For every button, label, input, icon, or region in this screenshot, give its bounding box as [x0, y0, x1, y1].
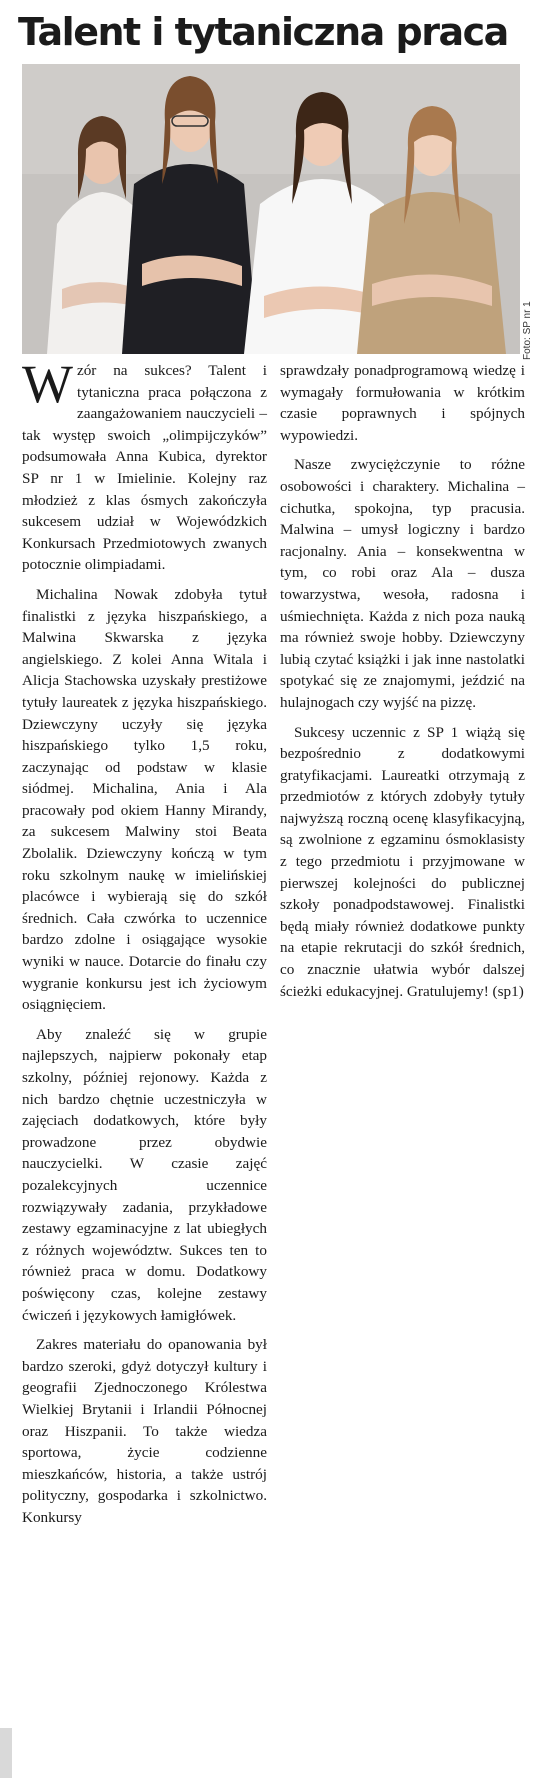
article-paragraph: Michalina Nowak zdobyła tytuł finalistki z języka hiszpańskiego, a Malwina Skwarska z języka angielskiego. Z kolei Anna Witala i Alicja Stachowska uzyskały prestiżowe tytuły laureatek z języka hiszpańskiego. Dziewczyny uczyły się języka hiszpańskiego tylko 1,5 roku, zaczynając od podstaw w klasie siódmej. Michalina, Ania i Ala pracowały pod okiem Hanny Mirandy, za sukcesem Malwiny stoi Beata Zbolalik. Dziewczyny kończą w tym roku szkolnym naukę w imielińskiej placówce i wybierają się do szkół średnich. Cała czwórka to uczennice bardzo zdolne i osiągające wysokie wyniki w nauce. Dotarcie do finału czy wygranie konkursu jest ich życiowym osiągnięciem.	[22, 585, 267, 1014]
article-headline: Talent i tytaniczna praca	[18, 10, 508, 54]
article-paragraph: Sukcesy uczennic z SP 1 wiążą się bezpośrednio z dodatkowymi gratyfikacjami. Laureatki otrzymają z przedmiotów z których zdobyły tytuły najwyższą roczną ocenę klasyfikacyjną, są zwolnione z egzaminu ósmoklasisty z tego przedmiotu i przyjmowane w pierwszej kolejności do publicznej szkoły ponadpodstawowej. Finalistki będą miały również dodatkowe punkty na etapie rekrutacji do szkół średnich, co znacznie ułatwia wybór dalszej ścieżki edukacyjnej. Gratulujemy! (sp1)	[280, 723, 525, 1000]
article-paragraph: Nasze zwyciężczynie to różne osobowości i charaktery. Michalina – cichutka, spokojna, typ pracusia. Malwina – umysł logiczny i bardzo racjonalny. Ania – konsekwentna w tym, co robi oraz Ala – dusza towarzystwa, wesoła, radosna i uśmiechnięta. Każda z nich poza nauką ma również swoje hobby. Dziewczyny lubią czytać książki i jak inne nastolatki spotykać się ze znajomymi, jeździć na hulajnogach czy wyjść na pizzę.	[280, 456, 525, 711]
article-paragraph: sprawdzały ponadprogramową wiedzę i wymagały formułowania w krótkim czasie poprawnych i spójnych wypowiedzi.	[280, 362, 525, 444]
article-paragraph: Aby znaleźć się w grupie najlepszych, najpierw pokonały etap szkolny, później rejonowy. Każda z nich bardzo chętnie uczestniczyła w zajęciach dodatkowych, które były prowadzone przez obydwie nauczycielki. W czasie zajęć pozalekcyjnych uczennice rozwiązywały zadania, przykładowe zestawy egzaminacyjne z lat ubiegłych z różnych województw. Sukces ten to również praca w domu. Dodatkowy poświęcony czas, kolejne zestawy ćwiczeń i językowych łamigłówek.	[22, 1025, 267, 1324]
photo-four-girls-illustration	[22, 64, 520, 354]
article-photo	[22, 64, 520, 354]
article-paragraph: Zakres materiału do opanowania był bardzo szeroki, gdyż dotyczył kultury i geografii Zjednoczonego Królestwa Wielkiej Brytanii i Irlandii Północnej oraz Hiszpanii. To także wiedza sportowa, życie codzienne mieszkańców, historia, a także ustrój polityczny, gospodarka i szkolnictwo. Konkursy	[22, 1336, 267, 1526]
drop-cap: W	[22, 354, 73, 414]
article-column-left	[22, 354, 267, 1536]
article-column-right	[280, 360, 525, 1010]
page-edge-mark	[0, 1728, 12, 1778]
article-paragraph: Wzór na sukces? Talent i tytaniczna praca połączona z zaangażowaniem nauczycieli – tak występ swoich „olimpijczyków” podsumowała Anna Kubica, dyrektor SP nr 1 w Imielinie. Kolejny raz młodzież z klas ósmych zakończyła sukcesem udział w Wojewódzkich Konkursach Przedmiotowych zwanych potocznie olimpiadami.	[22, 354, 267, 574]
photo-credit: Foto: SP nr 1	[522, 301, 533, 360]
